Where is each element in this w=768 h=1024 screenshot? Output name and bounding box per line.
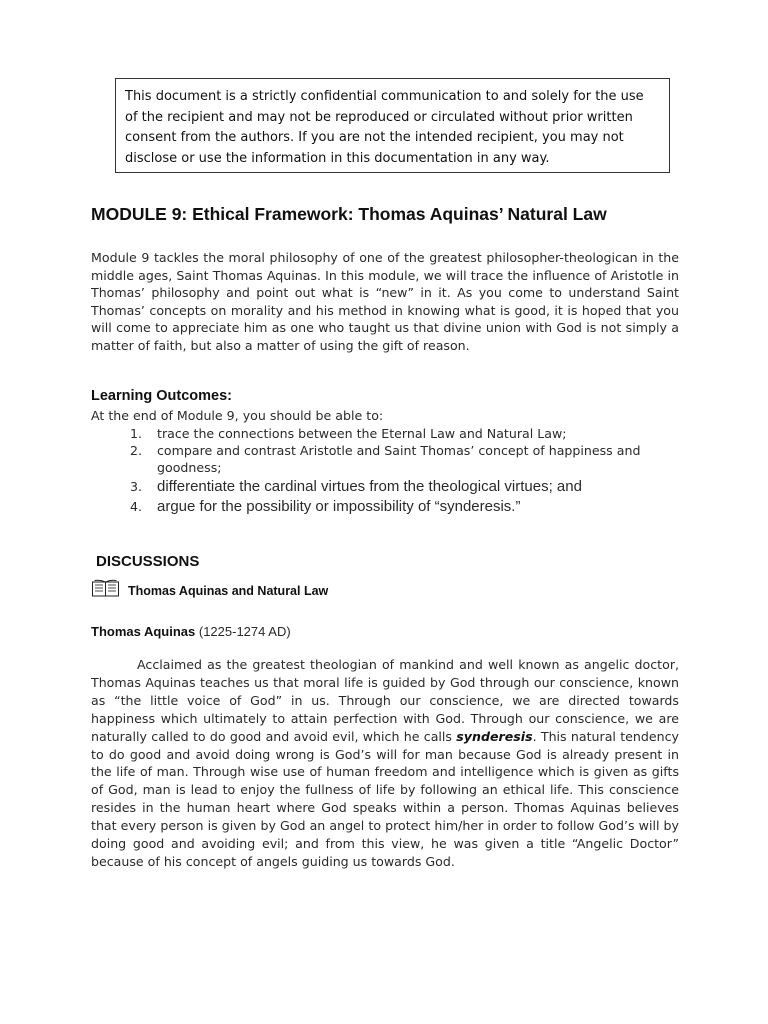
learning-outcomes-intro: At the end of Module 9, you should be able to: <box>91 408 384 423</box>
module-intro: Module 9 tackles the moral philosophy of one of the greatest philosopher-theologican in the middle ages, Saint Thomas Aquinas. In this module, we will trace the influence of Aristotle in Thomas’ philosophy and point out what is “new” in it. As you come to understand Saint Thomas’ concepts on morality and his method in knowing what is good, it is hoped that you will come to appreciate him as one who taught us that divine union with God is not simply a matter of faith, but also a matter of using the gift of reason. <box>91 250 679 353</box>
body-text-emphasis: synderesis <box>456 728 533 744</box>
list-item-number: 2. <box>130 443 143 458</box>
person-name: Thomas Aquinas <box>91 624 196 639</box>
learning-outcomes-list <box>130 425 680 516</box>
body-text-part2: . This natural tendency to do good and avoid doing wrong is God’s will for man because God is already present in the life of man. Through wise use of human freedom and intelligence which is given as gifts of God, man is lead to enjoy the fullness of life by following an ethical life. This conscience resides in the human heart where God speaks within a person. Thomas Aquinas believes that every person is given by God an angel to protect him/her in order to follow God’s will by doing good and avoiding evil; and from this view, he was given a title “Angelic Doctor” because of his concept of angels guiding us towards God. <box>91 728 679 869</box>
list-item-text: argue for the possibility or impossibility of “synderesis.” <box>157 498 521 515</box>
body-paragraph <box>91 656 679 871</box>
list-item-number: 1. <box>130 426 143 441</box>
book-icon <box>91 579 120 599</box>
person-line <box>91 624 291 639</box>
list-item <box>130 477 680 496</box>
body-text-part1: Acclaimed as the greatest theologian of mankind and well known as angelic doctor, Thomas Aquinas teaches us that moral life is guided by God through our conscience, known as “the little voice of God” in us. Through our conscience, we are directed towards happiness which ultimately to attain perfection with God. Through our conscience, we are naturally called to do good and avoid evil, which he calls <box>91 657 679 744</box>
list-item-text: compare and contrast Aristotle and Saint Thomas’ concept of happiness and goodness; <box>157 443 641 475</box>
person-dates: (1225-1274 AD) <box>195 624 291 639</box>
list-item-text: differentiate the cardinal virtues from the theological virtues; and <box>157 478 582 495</box>
list-item-text: trace the connections between the Eternal Law and Natural Law; <box>157 426 567 441</box>
discussions-heading: DISCUSSIONS <box>96 553 200 570</box>
section-subheading: Thomas Aquinas and Natural Law <box>128 584 329 598</box>
confidentiality-notice-text: This document is a strictly confidential communication to and solely for the use of the recipient and may not be reproduced or circulated without prior written consent from the authors. If you are not the intended recipient, you may not disclose or use the information in this documentation in any way. <box>125 89 644 166</box>
list-item <box>130 425 680 442</box>
confidentiality-notice <box>115 78 670 173</box>
list-item <box>130 442 680 476</box>
module-title: MODULE 9: Ethical Framework: Thomas Aquinas’ Natural Law <box>91 204 607 224</box>
learning-outcomes-heading: Learning Outcomes: <box>91 388 232 404</box>
list-item-number: 3. <box>130 479 143 494</box>
list-item <box>130 497 680 516</box>
list-item-number: 4. <box>130 499 143 514</box>
